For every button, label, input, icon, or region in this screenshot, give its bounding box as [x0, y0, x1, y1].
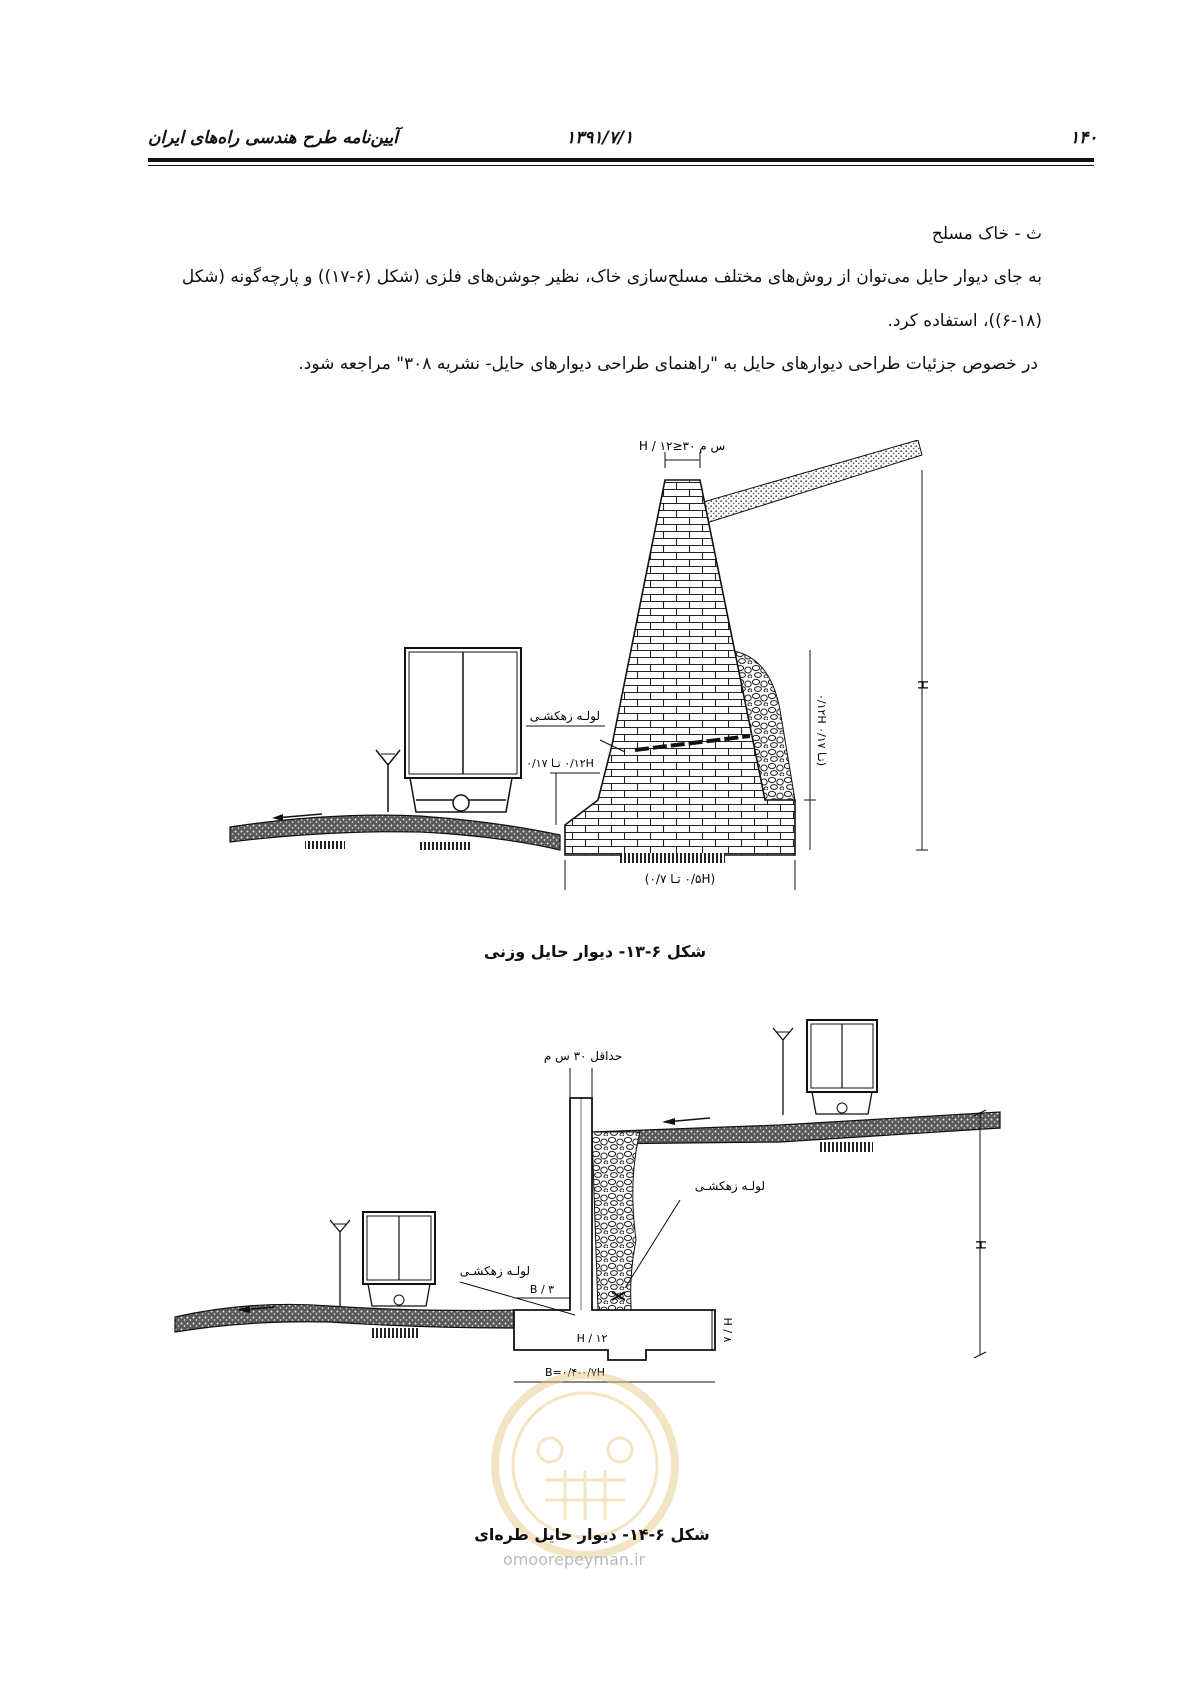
lamp-post-icon-lower: [330, 1220, 350, 1306]
header-rule-thick: [148, 158, 1094, 162]
paragraph-2: در خصوص جزئیات طراحی دیوارهای حایل به "راهنمای طراحی دیوارهای حایل- نشریه ۳۰۸" مراجعه شود.: [298, 354, 1038, 374]
header-date: ۱۳۹۱/۷/۱: [566, 128, 634, 148]
height-label: H: [972, 1240, 987, 1250]
h12-label: H / ۱۲: [576, 1332, 608, 1345]
height-label: H: [914, 680, 929, 690]
road-surface: [230, 815, 560, 850]
b3-label: B / ۳: [529, 1283, 555, 1296]
header-rule-thin: [148, 165, 1094, 166]
lower-road: [175, 1304, 520, 1332]
subheading: ث - خاک مسلح: [931, 224, 1042, 244]
top-width-label: س م ۳۰≤۱۲ / H: [638, 440, 726, 453]
drain-label-lower: لولـه زهکشـی: [459, 1264, 530, 1278]
figure-gravity-wall: [0, 440, 1190, 890]
base-width-label: (۰/۵H تـا ۰/۷): [644, 872, 716, 886]
top-width-label: حداقل ۳۰ س م: [543, 1049, 623, 1063]
truck-icon: [405, 648, 521, 812]
lamp-post-icon-upper: [773, 1028, 793, 1115]
h8-label: H / ۸: [721, 1317, 734, 1343]
toe-height-label: ۰/۱۲H تـا ۰/۱۷): [815, 693, 828, 767]
step-label: ۰/۱۲H تـا ۰/۱۷: [526, 757, 594, 770]
watermark-site: omoorepeyman.ir: [503, 1550, 646, 1569]
drain-label: لولـه زهکشـی: [529, 709, 600, 723]
page-number: ۱۴۰: [1070, 128, 1098, 148]
base-label: B=۰/۴-۰/۷H: [544, 1366, 606, 1379]
figure-1-caption: شکل ۶-۱۳- دیوار حایل وزنی: [483, 942, 707, 961]
paragraph-1-line-1: به جای دیوار حایل می‌توان از روش‌های مختلف مسلح‌سازی خاک، نظیر جوشن‌های فلزی (شکل (۶-۱۷)) و پارچه‌گونه (شکل: [181, 267, 1042, 287]
lamp-post-icon: [376, 750, 400, 812]
paragraph-1-line-2: (۶-۱۸))، استفاده کرد.: [887, 311, 1042, 331]
backfill-slope: [693, 440, 922, 525]
book-title: آیین‌نامه طرح هندسی راه‌های ایران: [148, 128, 398, 148]
upper-road: [590, 1112, 1000, 1144]
drain-label-upper: لولـه زهکشـی: [694, 1179, 765, 1193]
truck-icon-upper: [807, 1020, 877, 1114]
figure-2-caption: شکل ۶-۱۴- دیوار حایل طره‌ای: [474, 1525, 710, 1544]
truck-icon-lower: [363, 1212, 435, 1306]
